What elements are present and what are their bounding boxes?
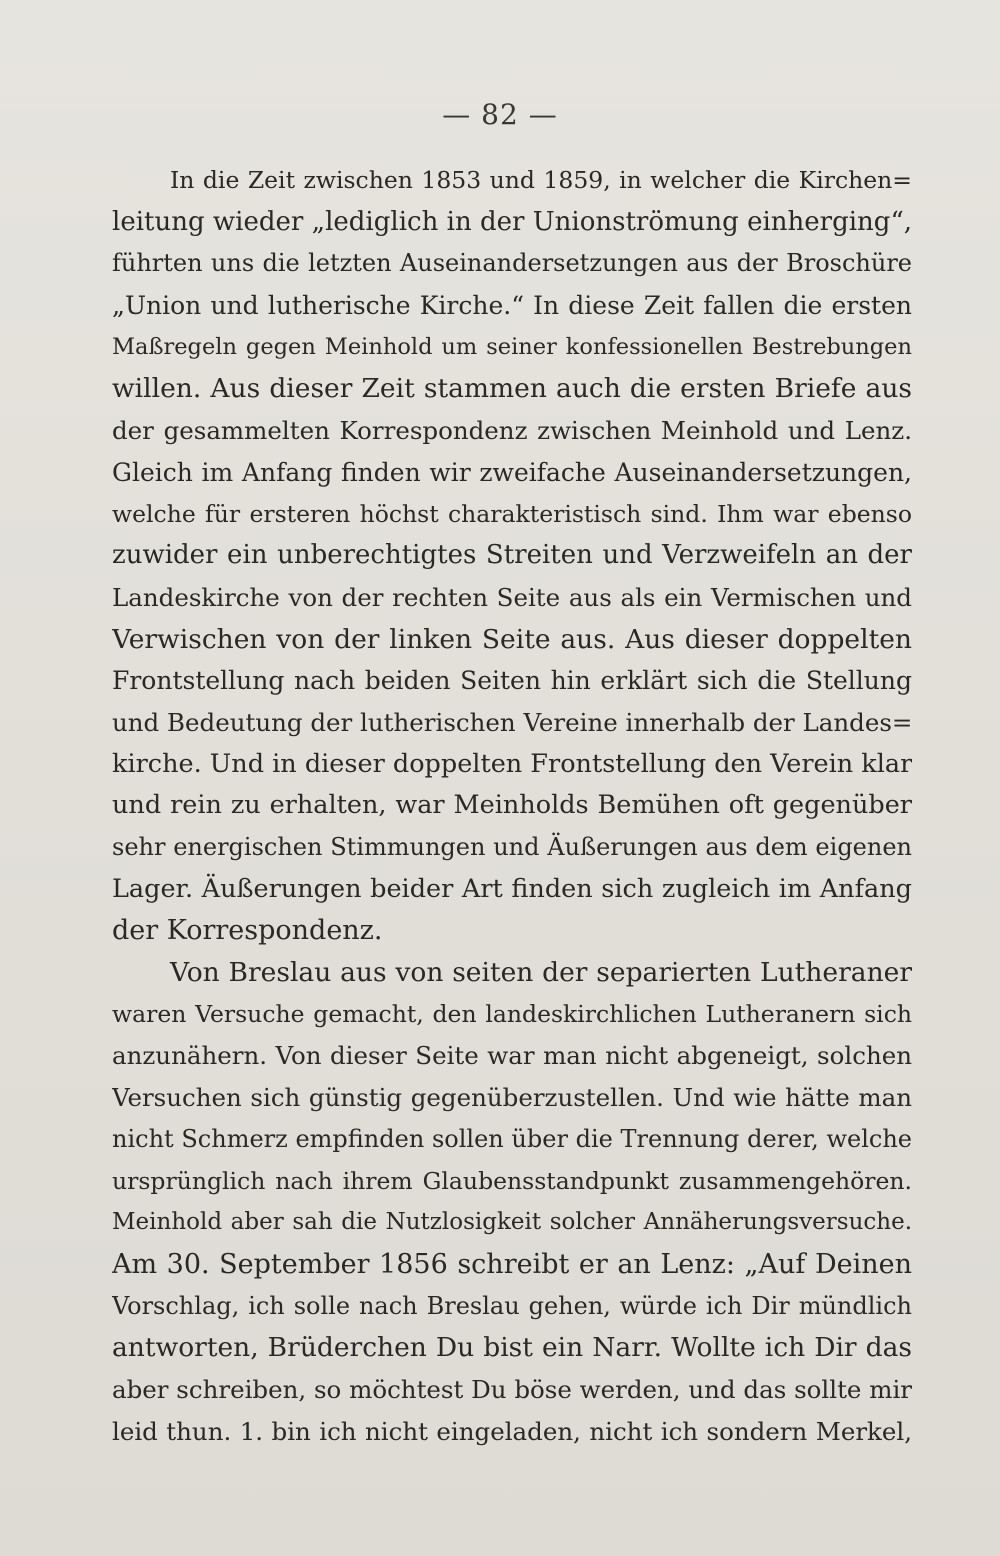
text-line: ursprünglich nach ihrem Glaubensstandpunkt zusammengehören.: [112, 1166, 912, 1195]
text-line: Landeskirche von der rechten Seite aus als ein Vermischen und: [112, 582, 912, 612]
text-line: leid thun. 1. bin ich nicht eingeladen, nicht ich sondern Merkel,: [112, 1416, 912, 1446]
text-line: waren Versuche gemacht, den landeskirchlichen Lutheranern sich: [112, 999, 912, 1028]
text-line: Vorschlag, ich solle nach Breslau gehen, würde ich Dir mündlich: [112, 1291, 912, 1320]
text-line: kirche. Und in dieser doppelten Frontstellung den Verein klar: [112, 748, 912, 779]
text-line: Gleich im Anfang finden wir zweifache Auseinandersetzungen,: [112, 457, 912, 487]
text-line: aber schreiben, so möchtest Du böse werden, und das sollte mir: [112, 1374, 912, 1404]
text-line: und Bedeutung der lutherischen Vereine innerhalb der Landes=: [112, 707, 912, 737]
text-line: führten uns die letzten Auseinandersetzungen aus der Broschüre: [112, 249, 912, 278]
text-line: Von Breslau aus von seiten der separierten Lutheraner: [170, 957, 912, 989]
body-text: [112, 160, 912, 1452]
text-line: und rein zu erhalten, war Meinholds Bemühen oft gegenüber: [112, 790, 912, 821]
text-line: willen. Aus dieser Zeit stammen auch die ersten Briefe aus: [112, 373, 912, 405]
text-line: Frontstellung nach beiden Seiten hin erklärt sich die Stellung: [112, 666, 912, 696]
text-line: In die Zeit zwischen 1853 und 1859, in welcher die Kirchen=: [170, 166, 912, 194]
text-line: Am 30. September 1856 schreibt er an Lenz: „Auf Deinen: [112, 1248, 912, 1280]
page-number-header: — 82 —: [442, 98, 558, 131]
text-line: der Korrespondenz.: [112, 915, 383, 947]
text-line: der gesammelten Korrespondenz zwischen Meinhold und Lenz.: [112, 416, 912, 446]
text-line: „Union und lutherische Kirche.“ In diese Zeit fallen die ersten: [112, 291, 912, 321]
text-line: welche für ersteren höchst charakteristisch sind. Ihm war ebenso: [112, 499, 912, 528]
text-line: antworten, Brüderchen Du bist ein Narr. Wollte ich Dir das: [112, 1332, 912, 1364]
text-line: Versuchen sich günstig gegenüberzustellen. Und wie hätte man: [112, 1083, 912, 1113]
text-line: Lager. Äußerungen beider Art finden sich zugleich im Anfang: [112, 873, 912, 904]
text-line: sehr energischen Stimmungen und Äußerungen aus dem eigenen: [112, 833, 912, 861]
text-line: Verwischen von der linken Seite aus. Aus dieser doppelten: [112, 623, 912, 655]
text-line: zuwider ein unberechtigtes Streiten und Verzweifeln an der: [112, 540, 912, 571]
text-line: leitung wieder „lediglich in der Unionströmung einherging“,: [112, 206, 912, 237]
text-line: Meinhold aber sah die Nutzlosigkeit solcher Annäherungsversuche.: [112, 1209, 912, 1236]
text-line: Maßregeln gegen Meinhold um seiner konfessionellen Bestrebungen: [112, 333, 912, 360]
text-line: anzunähern. Von dieser Seite war man nicht abgeneigt, solchen: [112, 1041, 912, 1071]
text-line: nicht Schmerz empfinden sollen über die Trennung derer, welche: [112, 1124, 912, 1153]
